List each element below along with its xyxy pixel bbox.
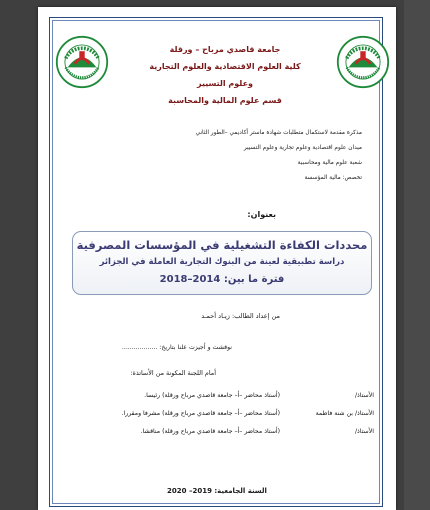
thesis-title-box: [72, 231, 372, 295]
thesis-title: محددات الكفاءة التشغيلية في المؤسسات المصرفية: [76, 238, 368, 252]
thesis-subtitle: دراسة تطبيقية لعينة من البنوك التجارية العاملة في الجزائر: [99, 257, 345, 267]
faculty-name-line1: كلية العلوم الاقتصادية والعلوم التجارية: [149, 62, 301, 71]
degree-line-1: مذكرة مقدمة لاستكمال متطلبات شهادة ماستر أكاديمي –الطور الثاني: [195, 130, 362, 136]
university-logo-right: [336, 35, 390, 89]
committee-member-name: الأستاذ/ بن شنة فاطمة: [315, 410, 374, 417]
committee-member-name: الأستاذ/: [354, 428, 374, 435]
defense-date: نوقشت و أجيزت علنا بتاريخ: ..................: [121, 344, 232, 351]
title-label: بعنوان:: [247, 210, 276, 219]
committee-member-role: (أستاذ محاضر –أ– جامعة قاصدي مرباح ورقلة) مناقشا.: [140, 428, 281, 435]
university-logo-left: [55, 35, 109, 89]
degree-line-3: شعبة علوم مالية ومحاسبية: [297, 160, 362, 166]
degree-specialty: تخصص: مالية المؤسسة: [304, 175, 362, 181]
degree-line-2: ميدان علوم اقتصادية وعلوم تجارية وعلوم التسيير: [243, 145, 362, 151]
thesis-period: فترة ما بين: 2014–2018: [159, 274, 285, 285]
committee-member-role: (أستاذ محاضر –أ– جامعة قاصدي مرباح ورقلة) رئيسا.: [144, 392, 281, 399]
university-name: جامعة قاصدي مرباح – ورقلة: [169, 45, 281, 54]
committee-heading: أمام اللجنة المكونة من الأساتذة:: [130, 369, 216, 377]
committee-row: [144, 392, 374, 399]
faculty-name-line2: وعلوم التسيير: [196, 79, 254, 88]
document-page: [38, 7, 396, 510]
department-name: قسم علوم المالية والمحاسبة: [168, 96, 282, 105]
committee-row: [122, 410, 374, 417]
student-name: من إعداد الطالب: زيـاد أحمـد: [201, 312, 280, 320]
academic-year: السنة الجامعية: 2019– 2020: [167, 487, 267, 495]
committee-member-name: الأستاذ/: [354, 392, 374, 399]
viewer-side-strip: [404, 0, 430, 510]
committee-member-role: (أستاذ محاضر –أ– جامعة قاصدي مرباح ورقلة) مشرفا ومقررا.: [121, 410, 281, 417]
committee-row: [141, 428, 374, 435]
